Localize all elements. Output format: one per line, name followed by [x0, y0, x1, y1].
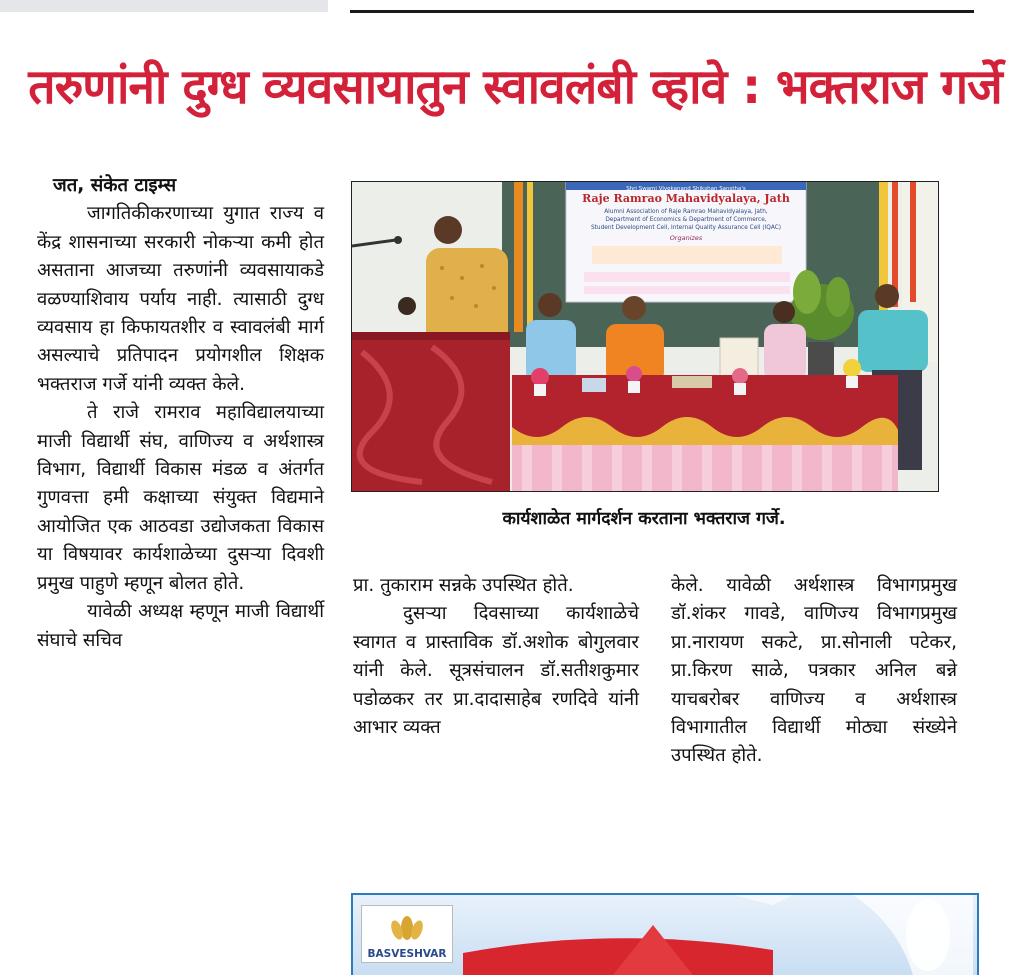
paragraph: प्रा. तुकाराम सन्नके उपस्थित होते. [353, 575, 574, 596]
banner-title: Raje Ramrao Mahavidyalaya, Jath [582, 192, 790, 205]
article-column-3 [671, 572, 957, 771]
previous-article-strip [0, 0, 328, 12]
banner-line: Student Development Cell, Internal Quality Assurance Cell (IQAC) [590, 225, 782, 231]
banner-organizes: Organizes [669, 234, 703, 242]
event-photo [351, 181, 939, 492]
banner-line: Alumni Association of Raje Ramrao Mahavidyalaya, Jath, [604, 209, 768, 215]
paragraph: केले. यावेळी अर्थशास्त्र विभागप्रमुख डॉ.शंकर गावडे, वाणिज्य विभागप्रमुख प्रा.नारायण सकटे, प्रा.सोनाली पटेकर, प्रा.किरण साळे, पत्रकार अनिल बन्ने याचबरोबर वाणिज्य व अर्थशास्त्र विभागातील विद्यार्थी मोठ्या संख्येने उपस्थित होते. [671, 575, 957, 767]
banner-line: Department of Economics & Department of Commerce, [605, 217, 767, 223]
paragraph: ते राजे रामराव महाविद्यालयाच्या माजी विद्यार्थी संघ, वाणिज्य व अर्थशास्त्र विभाग, विद्यार्थी विकास मंडळ व अंतर्गत गुणवत्ता हमी कक्षाच्या संयुक्त विद्यमाने आयोजित एक आठवडा उद्योजकता विकास या विषयावर कार्यशाळेच्या दुसऱ्या दिवशी प्रमुख पाहुणे म्हणून बोलत होते. [37, 402, 324, 594]
banner-top-line: Shri Swami Vivekanand Shikshan Sanstha's [626, 186, 746, 192]
article-column-2 [353, 572, 639, 742]
ad-artwork [353, 895, 973, 975]
paragraph: दुसऱ्या दिवसाच्या कार्यशाळेचे स्वागत व प्रास्ताविक डॉ.अशोक बोगुलवार यांनी केले. सूत्रसंचालन डॉ.सतीशकुमार पडोळकर तर प्रा.दादासाहेब रणदिवे यांनी आभार व्यक्त [353, 603, 639, 739]
photo-caption: कार्यशाळेत मार्गदर्शन करताना भक्तराज गर्जे. [502, 509, 786, 529]
logo-text: BASVESHVAR [367, 948, 447, 960]
draped-table [512, 375, 898, 491]
paragraph: जागतिकीकरणाच्या युगात राज्य व केंद्र शासनाच्या सरकारी नोकऱ्या कमी होत असताना आजच्या तरुणांनी व्यवसायाकडे वळण्याशिवाय पर्याय नाही. त्यासाठी दुग्ध व्यवसाय हा किफायतशीर व स्वावलंबी मार्ग असल्याचे प्रतिपादन प्रयोगशील शिक्षक भक्तराज गर्जे यांनी व्यक्त केले. [37, 203, 324, 395]
basveshvar-advertisement[interactable] [351, 893, 979, 975]
podium [352, 332, 510, 491]
paragraph: यावेळी अध्यक्ष म्हणून माजी विद्यार्थी संघाचे सचिव [37, 601, 324, 651]
event-banner [566, 182, 806, 302]
section-divider-rule [350, 10, 974, 13]
article-column-1 [37, 172, 324, 655]
article-headline: तरुणांनी दुग्ध व्यवसायातुन स्वावलंबी व्हावे : भक्तराज गर्जे [28, 59, 1002, 115]
dateline: जत, संकेत टाइम्स [53, 175, 177, 196]
